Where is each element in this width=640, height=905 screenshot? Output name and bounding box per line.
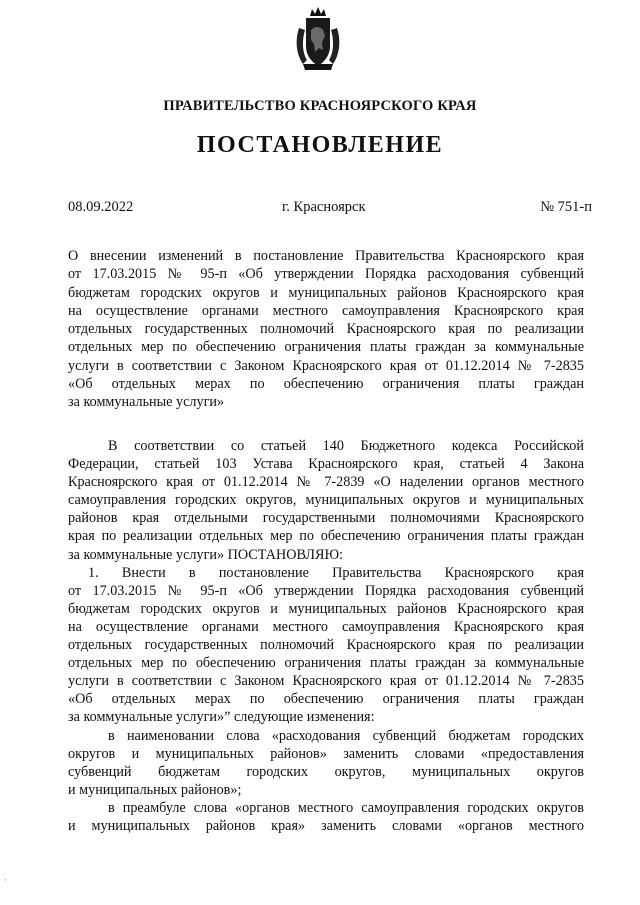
document-body [68,437,584,835]
subject-line: О внесении изменений в постановление Правительства Красноярского края [68,248,584,264]
body-line: самоуправления городских округов, муниципальных округов и муниципальных [68,492,584,509]
body-line: в преамбуле слова «органов местного самоуправления городских округов [108,799,584,816]
body-line: от 17.03.2015 № 95-п «Об утверждении Порядка расходования субвенций [68,582,584,599]
subject-line: услуги в соответствии с Законом Красноярского края от 01.12.2014 № 7-2835 [68,357,584,374]
body-line: отдельных мер по обеспечению ограничения платы граждан за коммунальные [68,655,584,672]
body-line: услуги в соответствии с Законом Красноярского края от 01.12.2014 № 7-2835 [68,673,584,690]
body-line: за коммунальные услуги» ПОСТАНОВЛЯЮ: [68,546,343,563]
subject-line: от 17.03.2015 № 95-п «Об утверждении Порядка расходования субвенций [68,266,584,283]
body-line: районов края отдельными государственными полномочиями Красноярского [68,510,584,527]
body-line: за коммунальные услуги»” следующие изменения: [68,709,375,726]
document-date: 08.09.2022 [68,199,134,215]
subject-line: отдельных мер по обеспечению ограничения платы граждан за коммунальные [68,339,584,356]
body-line: края по реализации отдельных мер по обеспечению ограничения платы граждан [68,528,584,545]
document-number: № 751-п [540,199,592,215]
body-line: и муниципальных районов»; [68,781,242,798]
subject-line: отдельных государственных полномочий Красноярского края по реализации [68,321,584,338]
body-line: и муниципальных районов края» заменить словами «органов местного [68,817,584,834]
body-line: бюджетам городских округов и муниципальных районов Красноярского края [68,600,584,617]
body-line: субвенций бюджетам городских округов, муниципальных округов [68,763,584,780]
body-line: на осуществление органами местного самоуправления Красноярского края [68,618,584,635]
document-type-title: ПОСТАНОВЛЕНИЕ [196,132,444,158]
government-name: ПРАВИТЕЛЬСТВО КРАСНОЯРСКОГО КРАЯ [163,98,477,114]
subject-line: «Об отдельных мерах по обеспечению ограничения платы граждан [68,376,584,393]
subject-line: бюджетам городских округов и муниципальных районов Красноярского края [68,284,584,301]
document-subject [68,247,584,412]
body-line: округов и муниципальных районов» заменить словами «предоставления [68,745,584,762]
body-line: в наименовании слова «расходования субвенций бюджетам городских [108,727,584,744]
body-line: Красноярского края от 01.12.2014 № 7-2839 «О наделении органов местного [68,474,584,491]
body-line: отдельных государственных полномочий Красноярского края по реализации [68,637,584,654]
coat-of-arms-icon [293,6,343,72]
document-city: г. Красноярск [282,199,366,215]
body-line: «Об отдельных мерах по обеспечению ограничения платы граждан [68,691,584,708]
body-line: В соответствии со статьей 140 Бюджетного кодекса Российской [108,438,584,454]
subject-line: на осуществление органами местного самоуправления Красноярского края [68,302,584,319]
body-line: 1. Внести в постановление Правительства Красноярского края [88,564,584,581]
subject-line: за коммунальные услуги» [68,394,225,411]
body-line: Федерации, статьей 103 Устава Красноярского края, статьей 4 Закона [68,456,584,473]
scan-mark: · [4,875,7,885]
